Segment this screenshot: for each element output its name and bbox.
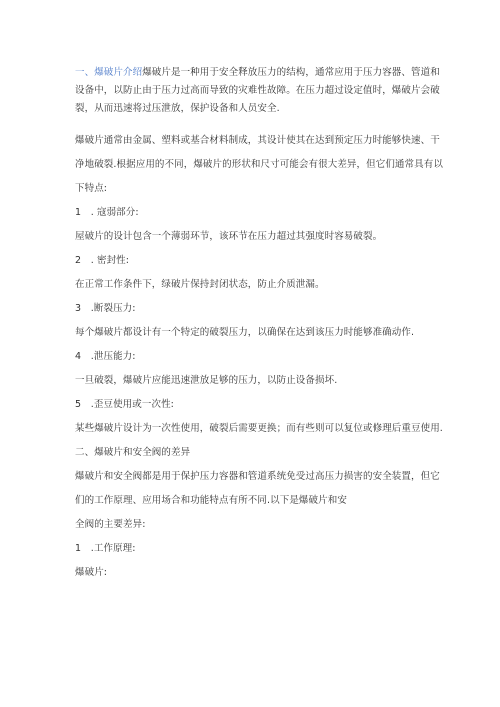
feature-5-title: 5 .歪豆使用或一次性:	[75, 399, 174, 410]
overview-line-3: 下特点:	[75, 183, 108, 194]
feature-1-title: 1 . 寇弱部分:	[75, 207, 139, 218]
intro-paragraph	[75, 64, 440, 118]
intro-line-2: 设备中，以防止由于压力过高而导致的灾难性故障。在压力超过设定值时，爆破片会破	[75, 85, 440, 96]
feature-2-description: 在正常工作条件下，绿破片保持封闭状态，防止介质泄漏。	[75, 279, 325, 290]
section-2-heading: 二、爆破片和安全阀的差异	[75, 447, 191, 458]
intro-heading-link[interactable]: 一、爆破片介绍	[75, 67, 143, 78]
intro-line-3: 裂，从而迅速将过压泄放，保护设备和人员安全.	[75, 103, 280, 114]
feature-4-description: 一旦破裂，爆破片应能迅速泄放足够的压力，以防止设备损坏.	[75, 375, 338, 386]
document-page	[75, 64, 443, 585]
overview-line-1: 爆破片通常由金属、塑料或基合材料制成，其设计使其在达到预定压力时能够快速、干	[75, 135, 440, 146]
feature-3-title: 3 .断裂压力:	[75, 303, 136, 314]
intro-line-1	[75, 64, 440, 82]
overview-line-2: 净地破裂.根据应用的不同，爆破片的形状和尺寸可能会有很大差异，但它们通常具有以	[75, 159, 443, 170]
feature-3-description: 每个爆破片都设计有一个特定的破裂压力，以确保在达到该压力时能够准确动作.	[75, 327, 415, 338]
feature-4-title: 4 .泄压能力:	[75, 351, 136, 362]
section-2-line-2: 们的工作原理、应用场合和功能特点有所不同.以下是爆破片和安	[75, 495, 347, 506]
section-2-line-3: 全阀的主要差异:	[75, 519, 146, 530]
document-body	[75, 129, 443, 585]
section-2-item-1: 1 .工作原理:	[75, 543, 136, 554]
feature-5-description: 某些爆破片设计为一次性使用，破裂后需要更换；而有些则可以复位或修理后重豆使用.	[75, 423, 443, 434]
section-2-item-1-sub: 爆破片:	[75, 567, 108, 578]
feature-2-title: 2 . 密封性:	[75, 255, 130, 266]
feature-1-description: 屋破片的设计包含一个薄弱环节，该环节在压力超过其强度时容易破裂。	[75, 231, 383, 242]
section-2-line-1: 爆破片和安全阀都是用于保护压力容器和管道系统免受过高压力损害的安全装置，但它	[75, 471, 440, 482]
intro-line-1-text: 爆破片是一种用于安全释放压力的结构，通常应用于压力容器、管道和	[142, 67, 440, 78]
